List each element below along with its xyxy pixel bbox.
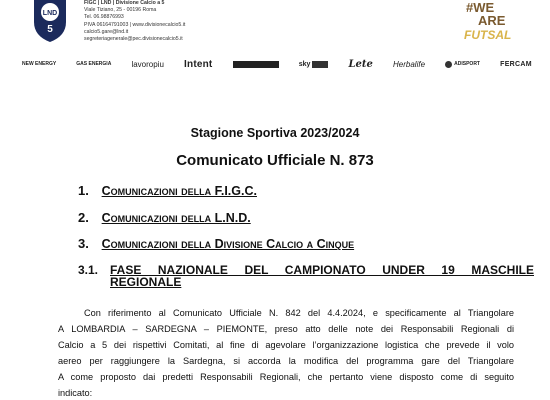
contact-line: calcio5.gare@lnd.it xyxy=(84,28,129,35)
weare-line: FUTSAL xyxy=(464,28,512,42)
paragraph-line: aereo per raggiungere la Sardegna, si accorda la modifica del programma gare del Triangolare xyxy=(58,356,514,366)
weare-line: ARE xyxy=(478,13,506,28)
paragraph-line: A LOMBARDIA – SARDEGNA – PIEMONTE, preso atto delle note dei Responsabili Regionali di xyxy=(58,324,514,334)
we-are-futsal-logo xyxy=(462,0,522,44)
contact-line: Viale Tiziano, 25 - 00196 Roma xyxy=(84,7,157,14)
contact-block xyxy=(84,0,185,43)
contact-line: Tel. 06.98876993 xyxy=(84,14,124,21)
paragraph-line: Con riferimento al Comunicato Ufficiale N. 842 del 4.4.2024, e specificamente al Triangolare xyxy=(84,308,514,318)
subsection-number: 3.1. xyxy=(78,263,99,277)
section-number: 2. xyxy=(78,210,89,225)
section-title: Comunicazioni della L.N.D. xyxy=(101,211,251,225)
comunicato-title: Comunicato Ufficiale N. 873 xyxy=(176,152,374,169)
section-heading xyxy=(78,210,251,225)
sponsor-box xyxy=(312,61,328,68)
sponsor-dot-icon xyxy=(445,61,452,68)
body-paragraph xyxy=(58,305,514,400)
sponsor-bar xyxy=(22,56,532,72)
lnd-calcio5-logo xyxy=(30,0,70,42)
contact-line: FIGC | LND | Divisione Calcio a 5 xyxy=(84,0,165,6)
sponsor-logo: Herbalife xyxy=(393,59,426,69)
sponsor-logo: GAS ENERGIA xyxy=(76,61,112,67)
section-heading xyxy=(78,183,257,198)
letterhead xyxy=(0,0,550,48)
paragraph-line: indicato: xyxy=(58,388,93,398)
sponsor-logo xyxy=(445,61,480,68)
section-number: 3. xyxy=(78,236,89,251)
paragraph-line: A come proposto dai predetti Responsabili Regionali, che pertanto viene disposto come di seguito xyxy=(58,372,514,382)
sponsor-logo xyxy=(299,61,329,68)
weare-line: #WE xyxy=(466,0,495,15)
section-heading xyxy=(78,236,354,251)
svg-text:LND: LND xyxy=(42,10,58,17)
sponsor-logo-box xyxy=(233,61,279,68)
contact-line: PIVA 06164791003 | www.divisionecalcio5.it xyxy=(84,21,186,28)
sponsor-logo: Lete xyxy=(348,58,373,70)
section-title: Comunicazioni della F.I.G.C. xyxy=(101,184,257,198)
season-heading: Stagione Sportiva 2023/2024 xyxy=(190,126,360,140)
contact-line: segreteriagenerale@pec.divisionecalcio5.it xyxy=(84,36,183,43)
subsection-title: FASE NAZIONALE DEL CAMPIONATO UNDER 19 MASCHILE xyxy=(110,263,534,277)
sponsor-logo: lavoropiu xyxy=(131,59,164,69)
section-number: 1. xyxy=(78,183,89,198)
sponsor-logo: NEW ENERGY xyxy=(22,61,57,67)
paragraph-line: Calcio a 5 dei rispettivi Comitati, al fine di agevolare l’organizzazione logistica che prevede il volo xyxy=(58,340,514,350)
svg-text:5: 5 xyxy=(47,24,53,35)
sponsor-label: sky xyxy=(298,60,311,68)
subsection-title-continued: REGIONALE xyxy=(110,275,182,289)
section-title: Comunicazioni della Divisione Calcio a Cinque xyxy=(101,237,355,251)
sponsor-label: ADISPORT xyxy=(454,61,480,67)
sponsor-logo: FERCAM xyxy=(500,60,532,68)
sponsor-logo: Intent xyxy=(184,58,213,70)
